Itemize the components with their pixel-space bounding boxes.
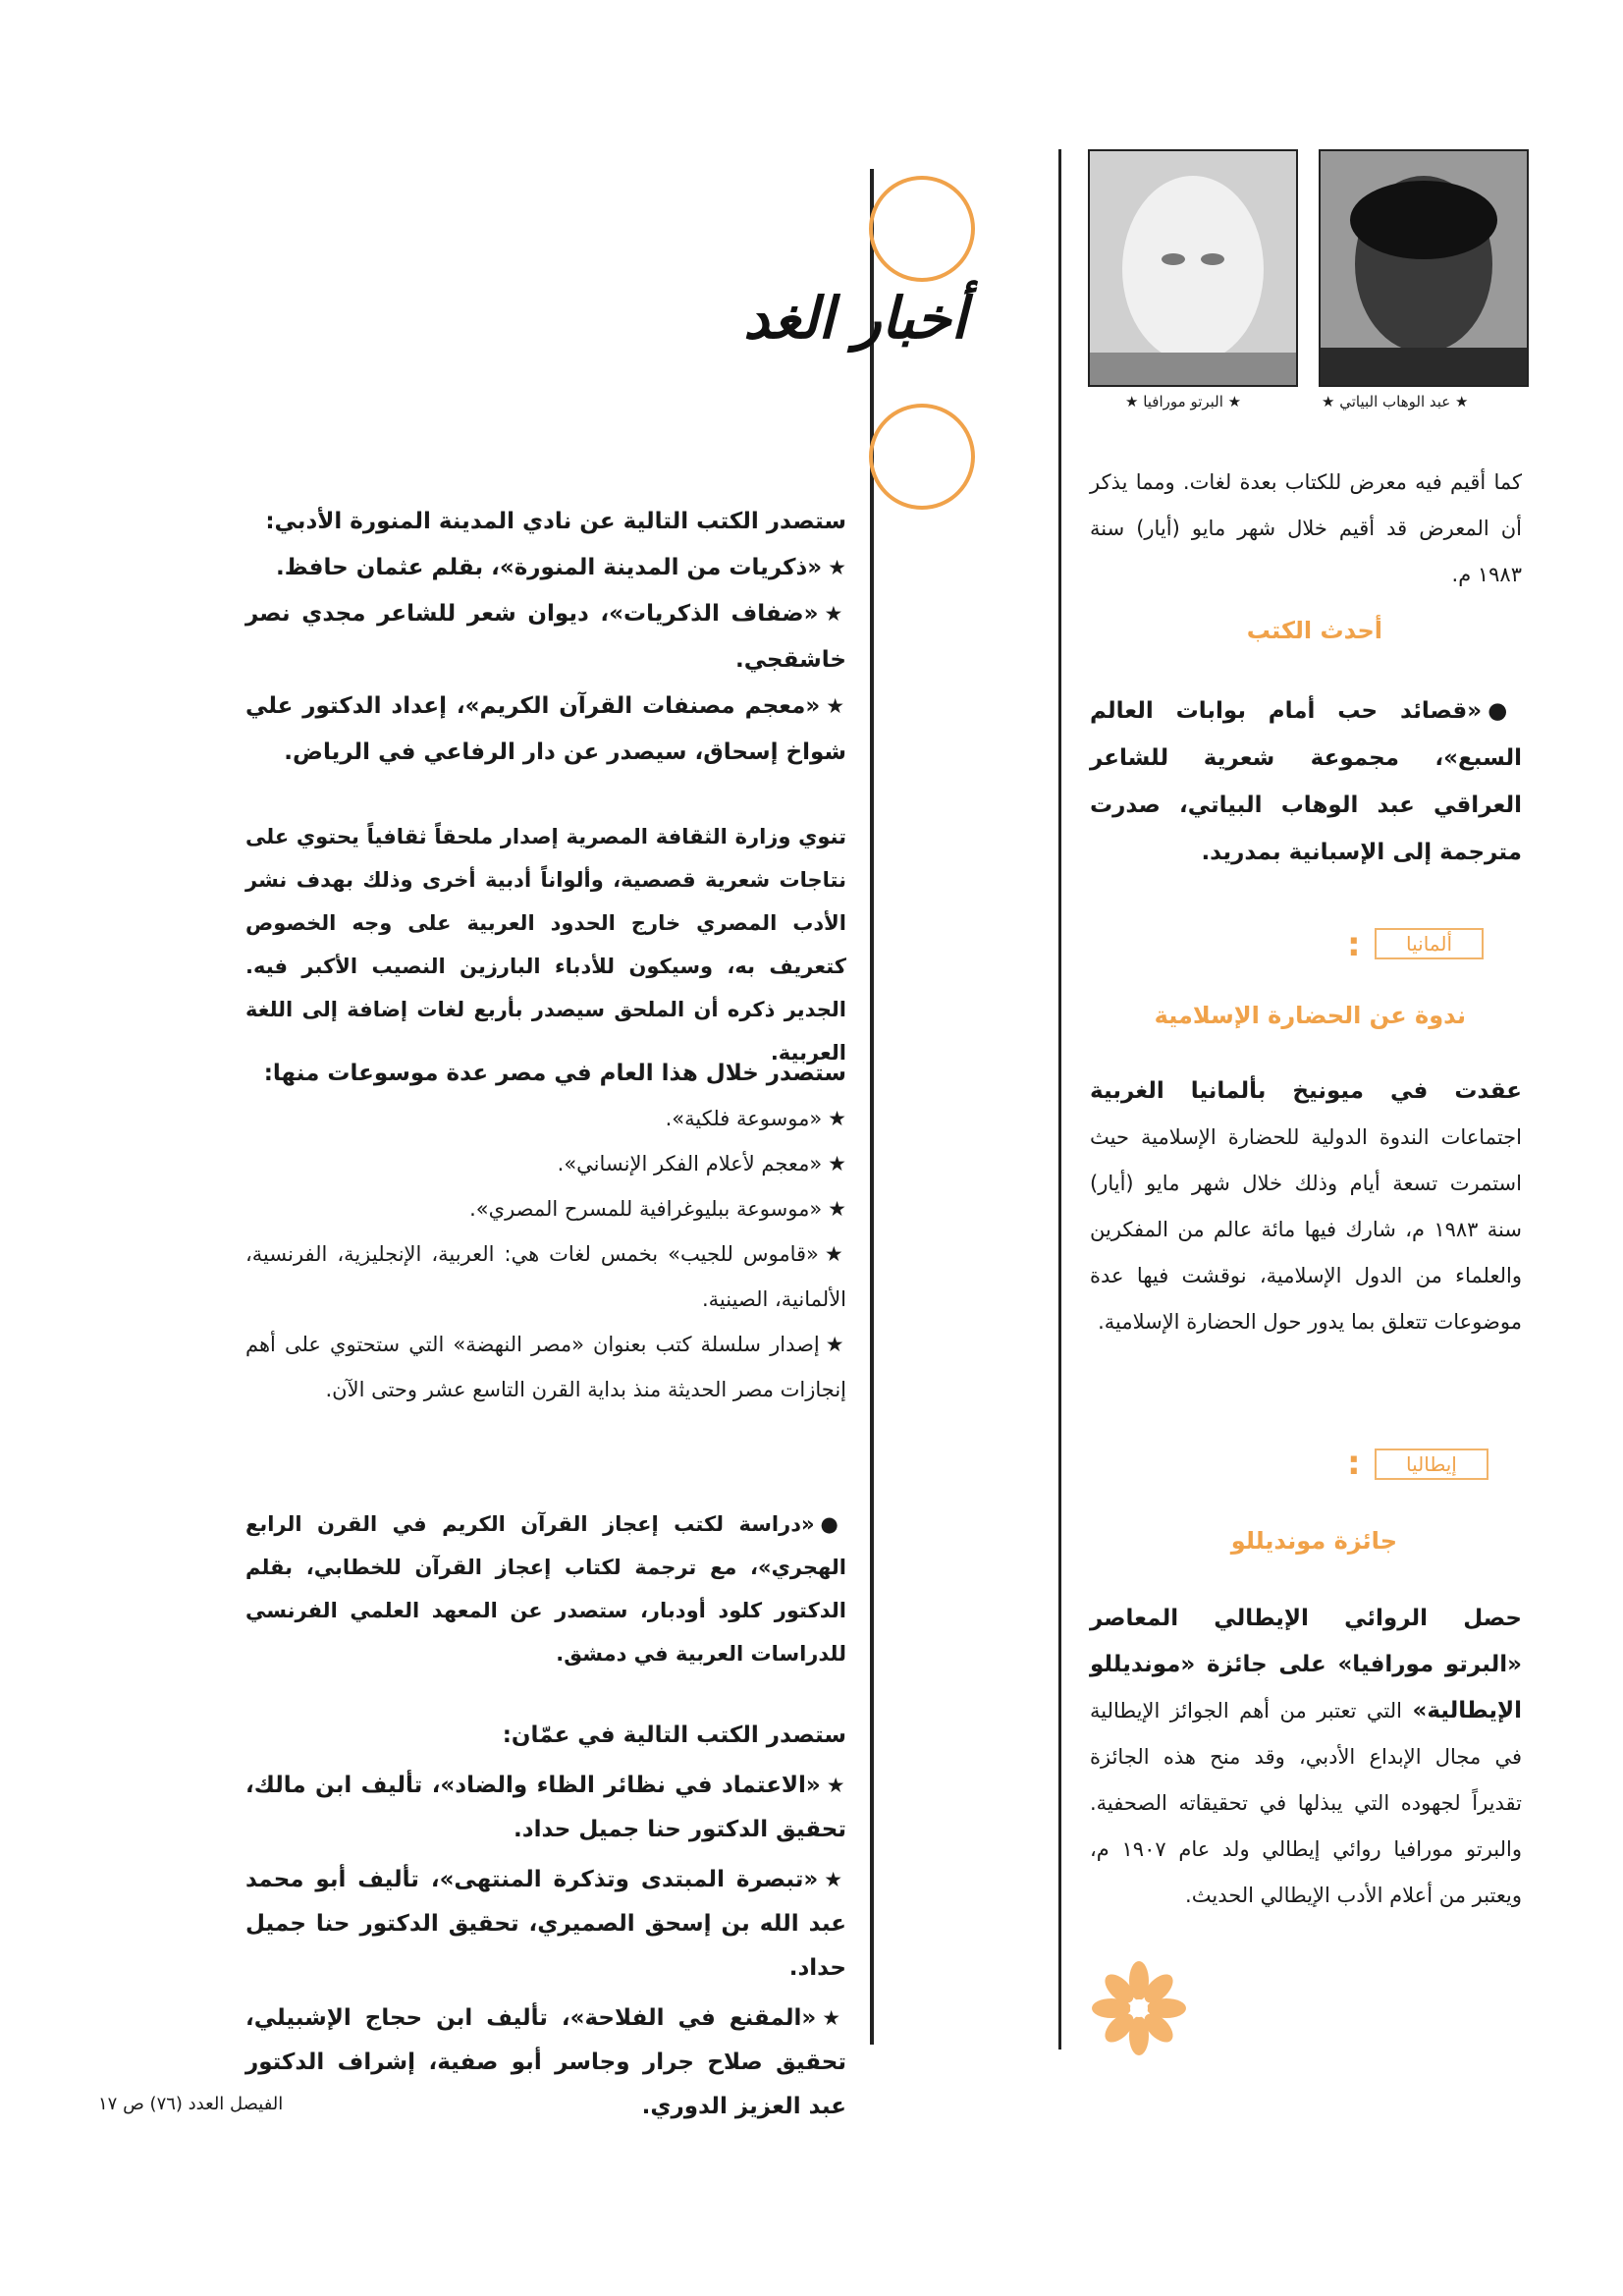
italy-heading: جائزة مونديللو (1230, 1527, 1397, 1555)
germany-body: اجتماعات الندوة الدولية للحضارة الإسلامية حيث استمرت تسعة أيام وذلك خلال شهر مايو (أيار) سنة ١٩٨٣ م، شارك فيها مائة عالم من المفكرين والعلماء من الدول الإسلامية، نوقشت فيها عدة موضوعات تتعلق بما يدور حول الحضارة الإسلامية. (1090, 1125, 1522, 1334)
section-title: أخبار الغد (743, 285, 967, 352)
italy-bold: حصل الروائي الإيطالي المعاصر «البرتو مورافيا» على جائزة «مونديللو الإيطالية» (1090, 1606, 1522, 1723)
block5-intro-text: ستصدر الكتب التالية في عمّان: (502, 1722, 846, 1748)
block1-item: ★«ذكريات من المدينة المنورة»، بقلم عثمان حافظ. (276, 555, 846, 580)
title-ornament-circle-top (868, 175, 976, 283)
italy-paragraph (1090, 1596, 1522, 1919)
column-divider-right (1058, 149, 1061, 2050)
block3-item: ★«قاموس للجيب» بخمس لغات هي: العربية، الإنجليزية، الفرنسية، الألمانية، الصينية. (245, 1242, 846, 1311)
latest-books-heading: أحدث الكتب (1246, 617, 1382, 644)
germany-tag: ألمانيا (1375, 928, 1484, 959)
block3-item-text: «معجم لأعلام الفكر الإنساني». (557, 1152, 823, 1175)
bullet-dot: ● (820, 1512, 846, 1536)
latest-books-rest: للشاعر العراقي عبد الوهاب البياتي، صدرت مترجمة إلى الإسبانية بمدريد. (1090, 745, 1522, 865)
left-block-4 (245, 1503, 846, 1675)
block1-item: ★«ضفاف الذكريات»، ديوان شعر للشاعر مجدي نصر خاشقجي. (245, 601, 846, 673)
latest-books-paragraph (1090, 687, 1522, 876)
page-footer: الفيصل العدد (٧٦) ص ١٧ (98, 2094, 284, 2114)
block5-item: ★«الاعتماد في نظائر الظاء والضاد»، تأليف ابن مالك، تحقيق الدكتور حنا جميل حداد. (245, 1773, 846, 1842)
block3-item-text: «موسوعة فلكية». (665, 1107, 823, 1130)
block5-intro (245, 1714, 846, 1758)
block3-item: ★«معجم لأعلام الفكر الإنساني». (557, 1152, 846, 1175)
block5-item: ★«المقنع في الفلاحة»، تأليف ابن حجاج الإشبيلي، تحقيق صلاح جرار وجاسر أبو صفية، إشراف الدكتور عبد العزيز الدوري. (245, 2005, 847, 2119)
photo-alberto-moravia (1088, 149, 1298, 387)
block1-intro (245, 499, 846, 545)
block2-text: تنوي وزارة الثقافة المصرية إصدار ملحقاً ثقافياً يحتوي على نتاجات شعرية قصصية، وألواناً أدبية أخرى وذلك بهدف نشر الأدب المصري خارج الحدود العربية على وجه الخصوص كتعريف به، وسيكون للأدباء البارزين النصيب الأكبر فيه. الجدير ذكره أن الملحق سيصدر بأربع لغات إضافة إلى اللغة العربية. (245, 825, 846, 1065)
block1-item-text: «معجم مصنفات القرآن الكريم»، إعداد الدكتور علي شواخ إسحاق، سيصدر عن دار الرفاعي في الرياض. (245, 693, 846, 765)
germany-paragraph (1090, 1068, 1522, 1345)
flower-ornament-icon (1090, 1959, 1188, 2057)
italy-body: التي تعتبر من أهم الجوائز الإيطالية في مجال الإبداع الأدبي، وقد منح هذه الجائزة تقديراً لجهوده التي يبذلها في تحقيقاته الصحفية. والبرتو مورافيا روائي إيطالي ولد عام ١٩٠٧ م، ويعتبر من أعلام الأدب الإيطالي الحديث. (1090, 1699, 1522, 1907)
germany-colon-marker: : (1347, 925, 1361, 964)
block3-intro-text: ستصدر خلال هذا العام في مصر عدة موسوعات منها: (263, 1061, 846, 1086)
block5-item-text: «الاعتماد في نظائر الظاء والضاد»، تأليف ابن مالك، تحقيق الدكتور حنا جميل حداد. (245, 1773, 846, 1842)
title-ornament-circle-bottom (868, 403, 976, 511)
bullet-dot: ● (1488, 698, 1522, 724)
germany-heading: ندوة عن الحضارة الإسلامية (1154, 1002, 1466, 1029)
block3-item: ★«موسوعة فلكية». (665, 1107, 846, 1130)
block3-item: ★إصدار سلسلة كتب بعنوان «مصر النهضة» التي ستحتوي على أهم إنجازات مصر الحديثة منذ بداية القرن التاسع عشر وحتى الآن. (245, 1333, 847, 1401)
block5-item-text: «تبصرة المبتدى وتذكرة المنتهى»، تأليف أبو محمد عبد الله بن إسحق الصميري، تحقيق الدكتور حنا جميل حداد. (245, 1867, 846, 1981)
block1-item-text: «ذكريات من المدينة المنورة»، بقلم عثمان حافظ. (276, 555, 823, 580)
italy-tag: إيطاليا (1375, 1449, 1488, 1480)
right-intro: كما أقيم فيه معرض للكتاب بعدة لغات. ومما يذكر أن المعرض قد أقيم خلال شهر مايو (أيار) سنة ١٩٨٣ م. (1090, 470, 1522, 586)
left-block-3 (245, 1051, 846, 1412)
photo-abdulwahab-albayati (1319, 149, 1529, 387)
photo-caption-left: ★ البرتو مورافيا ★ (1125, 393, 1242, 410)
block4-text: «دراسة لكتب إعجاز القرآن الكريم في القرن الرابع الهجري»، مع ترجمة لكتاب إعجاز القرآن للخطابي، بقلم الدكتور كلود أودبار، ستصدر عن المعهد العلمي الفرنسي للدراسات العربية في دمشق. (245, 1512, 846, 1666)
photo-caption-right: ★ عبد الوهاب البياتي ★ (1322, 393, 1469, 410)
block5-item: ★«تبصرة المبتدى وتذكرة المنتهى»، تأليف أبو محمد عبد الله بن إسحق الصميري، تحقيق الدكتور حنا جميل حداد. (245, 1867, 847, 1981)
block3-item-text: «موسوعة ببليوغرافية للمسرح المصري». (469, 1197, 823, 1221)
left-block-2 (245, 815, 846, 1074)
block3-item-text: إصدار سلسلة كتب بعنوان «مصر النهضة» التي ستحتوي على أهم إنجازات مصر الحديثة منذ بداية القرن التاسع عشر وحتى الآن. (245, 1333, 846, 1401)
block5-item-text: «المقنع في الفلاحة»، تأليف ابن حجاج الإشبيلي، تحقيق صلاح جرار وجاسر أبو صفية، إشراف الدكتور عبد العزيز الدوري. (245, 2005, 846, 2119)
block3-item-text: «قاموس للجيب» بخمس لغات هي: العربية، الإنجليزية، الفرنسية، الألمانية، الصينية. (245, 1242, 846, 1311)
italy-colon-marker: : (1347, 1444, 1361, 1483)
block1-intro-text: ستصدر الكتب التالية عن نادي المدينة المنورة الأدبي: (265, 509, 846, 534)
block3-intro (245, 1051, 846, 1096)
block1-item: ★«معجم مصنفات القرآن الكريم»، إعداد الدكتور علي شواخ إسحاق، سيصدر عن دار الرفاعي في الرياض. (245, 693, 846, 765)
left-block-5 (245, 1714, 846, 2129)
block3-item: ★«موسوعة ببليوغرافية للمسرح المصري». (469, 1197, 846, 1221)
block1-item-text: «ضفاف الذكريات»، ديوان شعر للشاعر مجدي نصر خاشقجي. (245, 601, 846, 673)
germany-bold: عقدت في ميونيخ بألمانيا الغربية (1090, 1078, 1522, 1104)
latest-books-bold: «قصائد حب أمام بوابات العالم السبع»، مجموعة شعرية (1090, 698, 1522, 771)
left-block-1 (245, 499, 846, 776)
